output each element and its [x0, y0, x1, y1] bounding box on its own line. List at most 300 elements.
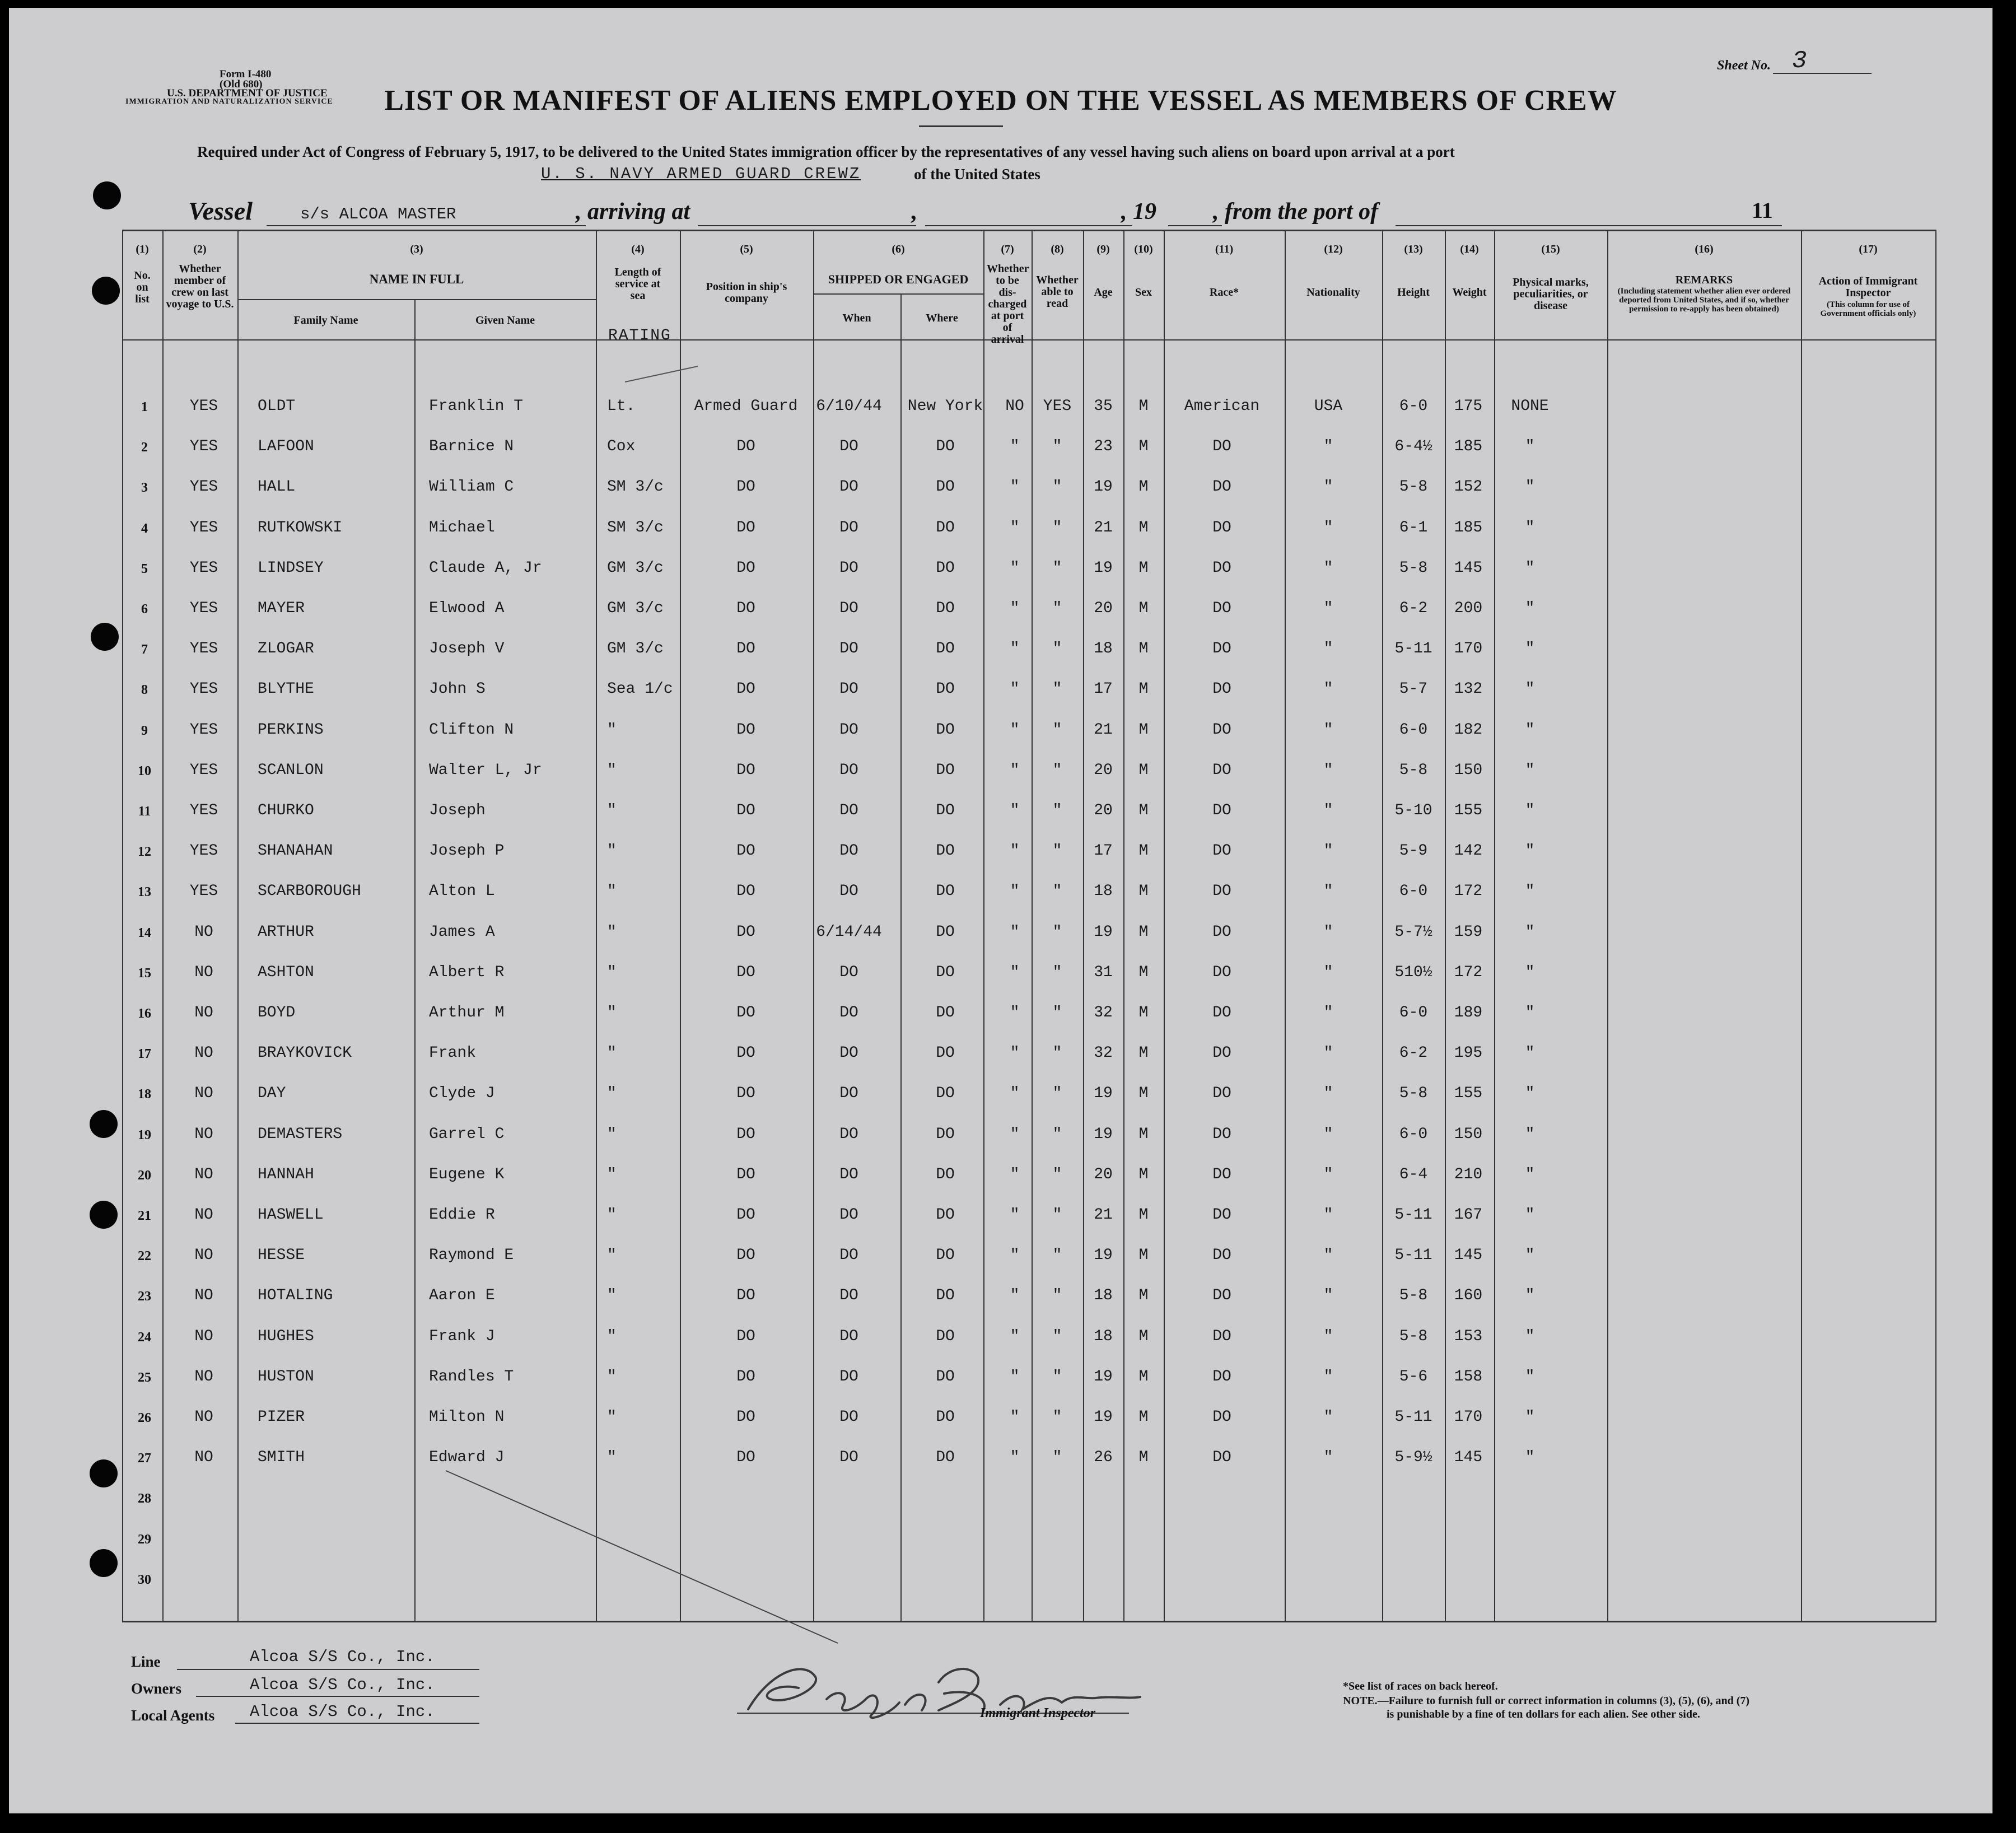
- cell-when: DO: [839, 1165, 858, 1183]
- cell-race: DO: [1212, 640, 1231, 658]
- cell-nat: ": [1323, 1044, 1333, 1062]
- cell-member: YES: [189, 398, 218, 415]
- agents-label: Local Agents: [131, 1707, 215, 1724]
- col-num-2: (2): [193, 243, 207, 255]
- cell-nat: ": [1323, 478, 1333, 496]
- cell-position: DO: [736, 600, 755, 617]
- department: U.S. DEPARTMENT OF JUSTICE: [167, 87, 328, 99]
- cell-where: DO: [936, 519, 955, 537]
- cell-disch: ": [1010, 1247, 1020, 1265]
- row-number: 21: [138, 1209, 151, 1223]
- cell-position: DO: [736, 1125, 755, 1143]
- cell-family: SCARBOROUGH: [258, 883, 361, 901]
- cell-read: ": [1052, 1247, 1062, 1265]
- cell-phys: ": [1525, 1125, 1535, 1143]
- cell-nat: ": [1323, 1287, 1333, 1305]
- cell-member: YES: [189, 559, 218, 577]
- cell-read: ": [1052, 963, 1062, 981]
- cell-when: DO: [839, 559, 858, 577]
- cell-nat: ": [1323, 842, 1333, 860]
- cell-given: Clifton N: [429, 721, 514, 739]
- cell-where: DO: [936, 1165, 955, 1183]
- cell-member: NO: [194, 1247, 213, 1265]
- cell-position: DO: [736, 802, 755, 819]
- crew-note: U. S. NAVY ARMED GUARD CREWZ: [541, 165, 861, 183]
- cell-family: HANNAH: [258, 1165, 314, 1183]
- cell-age: 23: [1094, 438, 1113, 456]
- cell-age: 18: [1094, 1327, 1113, 1345]
- cell-phys: ": [1525, 680, 1535, 698]
- cell-sex: M: [1138, 1408, 1149, 1426]
- cell-rating: Sea 1/c: [607, 680, 673, 698]
- cell-rating: ": [607, 802, 617, 819]
- cell-disch: ": [1010, 478, 1020, 496]
- cell-sex: M: [1138, 1165, 1149, 1183]
- cell-read: ": [1052, 802, 1062, 819]
- cell-disch: ": [1010, 963, 1020, 981]
- cell-phys: ": [1525, 963, 1535, 981]
- cell-height: 5-8: [1399, 1327, 1428, 1345]
- row-number: 4: [141, 521, 148, 536]
- cell-family: HASWELL: [258, 1206, 324, 1224]
- col-num-15: (15): [1541, 243, 1560, 255]
- cell-when: DO: [839, 680, 858, 698]
- cell-sex: M: [1138, 1125, 1149, 1143]
- cell-race: DO: [1212, 600, 1231, 617]
- cell-age: 21: [1094, 519, 1113, 537]
- cell-given: Franklin T: [429, 398, 524, 415]
- cell-where: DO: [936, 963, 955, 981]
- cell-where: DO: [936, 600, 955, 617]
- cell-given: Claude A, Jr: [429, 559, 542, 577]
- cell-given: Milton N: [429, 1408, 505, 1426]
- cell-age: 20: [1094, 600, 1113, 617]
- cell-position: DO: [736, 438, 755, 456]
- cell-when: DO: [839, 761, 858, 779]
- cell-rating: ": [607, 1449, 617, 1467]
- cell-nat: ": [1323, 1368, 1333, 1386]
- cell-weight: 189: [1454, 1004, 1483, 1022]
- cell-sex: M: [1138, 398, 1149, 415]
- cell-race: DO: [1212, 519, 1231, 537]
- cell-disch: ": [1010, 883, 1020, 901]
- cell-disch: ": [1010, 1044, 1020, 1062]
- cell-position: DO: [736, 559, 755, 577]
- cell-given: Garrel C: [429, 1125, 505, 1143]
- col-num-16: (16): [1695, 243, 1714, 255]
- cell-weight: 182: [1454, 721, 1483, 739]
- cell-where: DO: [936, 478, 955, 496]
- col-num-7: (7): [1001, 243, 1014, 255]
- cell-given: Walter L, Jr: [429, 761, 542, 779]
- cell-given: Albert R: [429, 963, 505, 981]
- cell-nat: ": [1323, 1247, 1333, 1265]
- cell-given: Michael: [429, 519, 495, 537]
- cell-age: 19: [1094, 1408, 1113, 1426]
- cell-where: New York: [907, 398, 983, 415]
- cell-sex: M: [1138, 883, 1149, 901]
- header-height: Height: [1397, 286, 1430, 298]
- cell-family: MAYER: [258, 600, 305, 617]
- cell-race: DO: [1212, 963, 1231, 981]
- cell-member: NO: [194, 1085, 213, 1103]
- row-number: 7: [141, 642, 148, 657]
- note-races: *See list of races on back hereof.: [1343, 1680, 1498, 1692]
- cell-nat: ": [1323, 721, 1333, 739]
- cell-family: LAFOON: [258, 438, 314, 456]
- cell-family: SMITH: [258, 1449, 305, 1467]
- header-race: Race*: [1209, 286, 1239, 298]
- col-num-4: (4): [631, 243, 645, 255]
- cell-height: 5-11: [1394, 1247, 1432, 1265]
- cell-age: 18: [1094, 1287, 1113, 1305]
- cell-family: CHURKO: [258, 802, 314, 819]
- cell-member: YES: [189, 519, 218, 537]
- cell-given: Elwood A: [429, 600, 505, 617]
- inspector-label: Immigrant Inspector: [980, 1706, 1096, 1720]
- cell-height: 5-8: [1399, 761, 1428, 779]
- row-number: 29: [138, 1532, 151, 1547]
- cell-where: DO: [936, 1287, 955, 1305]
- cell-where: DO: [936, 559, 955, 577]
- cell-position: DO: [736, 923, 755, 941]
- header-rating: RATING: [608, 327, 671, 344]
- cell-race: DO: [1212, 842, 1231, 860]
- cell-race: DO: [1212, 1368, 1231, 1386]
- cell-read: ": [1052, 640, 1062, 658]
- cell-family: PIZER: [258, 1408, 305, 1426]
- cell-given: James A: [429, 923, 495, 941]
- cell-disch: ": [1010, 1449, 1020, 1467]
- cell-where: DO: [936, 883, 955, 901]
- cell-family: DAY: [258, 1085, 286, 1103]
- cell-family: RUTKOWSKI: [258, 519, 343, 537]
- cell-age: 35: [1094, 398, 1113, 415]
- cell-disch: ": [1010, 1287, 1020, 1305]
- cell-sex: M: [1138, 802, 1149, 819]
- cell-rating: ": [607, 1206, 617, 1224]
- cell-disch: ": [1010, 1408, 1020, 1426]
- cell-weight: 172: [1454, 963, 1483, 981]
- cell-race: DO: [1212, 721, 1231, 739]
- col-num-6: (6): [892, 243, 905, 255]
- cell-position: DO: [736, 761, 755, 779]
- cell-phys: ": [1525, 1085, 1535, 1103]
- cell-nat: ": [1323, 883, 1333, 901]
- cell-race: DO: [1212, 680, 1231, 698]
- cell-read: ": [1052, 600, 1062, 617]
- cell-read: ": [1052, 1125, 1062, 1143]
- cell-member: NO: [194, 1004, 213, 1022]
- cell-position: DO: [736, 1368, 755, 1386]
- cell-read: ": [1052, 721, 1062, 739]
- cell-age: 20: [1094, 802, 1113, 819]
- cell-nat: ": [1323, 1085, 1333, 1103]
- cell-race: DO: [1212, 1449, 1231, 1467]
- cell-member: NO: [194, 1165, 213, 1183]
- sheet-label: Sheet No.: [1717, 58, 1771, 73]
- cell-where: DO: [936, 802, 955, 819]
- cell-height: 6-1: [1399, 519, 1428, 537]
- cell-age: 19: [1094, 478, 1113, 496]
- cell-height: 5-7: [1399, 680, 1428, 698]
- cell-where: DO: [936, 640, 955, 658]
- cell-race: DO: [1212, 478, 1231, 496]
- cell-race: DO: [1212, 883, 1231, 901]
- cell-disch: ": [1010, 640, 1020, 658]
- cell-phys: ": [1525, 1287, 1535, 1305]
- cell-position: DO: [736, 883, 755, 901]
- cell-read: ": [1052, 1408, 1062, 1426]
- cell-family: ASHTON: [258, 963, 314, 981]
- cell-where: DO: [936, 438, 955, 456]
- header-name-in-full: NAME IN FULL: [369, 272, 464, 286]
- col-num-9: (9): [1096, 243, 1110, 255]
- cell-race: DO: [1212, 1408, 1231, 1426]
- cell-member: YES: [189, 883, 218, 901]
- cell-position: DO: [736, 1287, 755, 1305]
- cell-weight: 170: [1454, 1408, 1483, 1426]
- cell-position: DO: [736, 1408, 755, 1426]
- cell-where: DO: [936, 1327, 955, 1345]
- cell-disch: NO: [1005, 398, 1024, 415]
- col-num-13: (13): [1404, 243, 1423, 255]
- cell-race: DO: [1212, 438, 1231, 456]
- cell-when: DO: [839, 1327, 858, 1345]
- cell-weight: 200: [1454, 600, 1483, 617]
- row-number: 30: [138, 1572, 151, 1587]
- cell-when: DO: [839, 1368, 858, 1386]
- owners-value: Alcoa S/S Co., Inc.: [250, 1676, 435, 1694]
- cell-sex: M: [1138, 600, 1149, 617]
- cell-when: 6/10/44: [816, 398, 882, 415]
- cell-nat: ": [1323, 600, 1333, 617]
- note-line1: NOTE.—Failure to furnish full or correct information in columns (3), (5), (6), and (7): [1343, 1695, 1750, 1707]
- cell-height: 6-2: [1399, 1044, 1428, 1062]
- col-num-10: (10): [1134, 243, 1153, 255]
- cell-weight: 142: [1454, 842, 1483, 860]
- cell-height: 5-11: [1394, 1206, 1432, 1224]
- cell-member: NO: [194, 1044, 213, 1062]
- cell-rating: ": [607, 1368, 617, 1386]
- cell-family: HESSE: [258, 1247, 305, 1265]
- cell-member: YES: [189, 761, 218, 779]
- cell-nat: ": [1323, 1125, 1333, 1143]
- cell-sex: M: [1138, 559, 1149, 577]
- cell-height: 5-8: [1399, 1287, 1428, 1305]
- cell-member: NO: [194, 1327, 213, 1345]
- cell-age: 32: [1094, 1044, 1113, 1062]
- cell-nat: ": [1323, 802, 1333, 819]
- cell-read: ": [1052, 1165, 1062, 1183]
- page-title: LIST OR MANIFEST OF ALIENS EMPLOYED ON THE VESSEL AS MEMBERS OF CREW: [384, 85, 1617, 116]
- cell-read: ": [1052, 1085, 1062, 1103]
- cell-where: DO: [936, 1449, 955, 1467]
- cell-read: YES: [1043, 398, 1072, 415]
- cell-member: YES: [189, 438, 218, 456]
- cell-when: DO: [839, 1449, 858, 1467]
- header-shipped: SHIPPED OR ENGAGED: [828, 272, 969, 286]
- row-number: 3: [141, 481, 148, 496]
- cell-weight: 158: [1454, 1368, 1483, 1386]
- cell-given: Frank J: [429, 1327, 495, 1345]
- cell-disch: ": [1010, 923, 1020, 941]
- cell-sex: M: [1138, 478, 1149, 496]
- cell-family: BLYTHE: [258, 680, 314, 698]
- header-action: Action of Immigrant Inspector: [1818, 275, 1918, 299]
- cell-weight: 175: [1454, 398, 1483, 415]
- row-number: 1: [141, 400, 148, 414]
- header-when: When: [842, 312, 871, 324]
- cell-where: DO: [936, 1206, 955, 1224]
- cell-where: DO: [936, 680, 955, 698]
- cell-nat: ": [1323, 761, 1333, 779]
- cell-rating: Lt.: [607, 398, 636, 415]
- cell-height: 5-10: [1394, 802, 1432, 819]
- cell-where: DO: [936, 1368, 955, 1386]
- line-value: Alcoa S/S Co., Inc.: [250, 1648, 435, 1666]
- col-num-12: (12): [1324, 243, 1343, 255]
- cell-phys: ": [1525, 802, 1535, 819]
- row-number: 2: [141, 440, 148, 455]
- cell-family: SHANAHAN: [258, 842, 333, 860]
- row-number: 17: [138, 1047, 151, 1062]
- cell-nat: ": [1323, 1165, 1333, 1183]
- cell-given: Joseph P: [429, 842, 505, 860]
- agents-underline: [235, 1723, 479, 1724]
- cell-sex: M: [1138, 1449, 1149, 1467]
- cell-read: ": [1052, 1327, 1062, 1345]
- cell-member: YES: [189, 640, 218, 658]
- col-num-14: (14): [1460, 243, 1479, 255]
- cell-rating: ": [607, 1004, 617, 1022]
- cell-read: ": [1052, 680, 1062, 698]
- row-number: 18: [138, 1087, 151, 1102]
- cell-weight: 170: [1454, 640, 1483, 658]
- cell-rating: GM 3/c: [607, 640, 664, 658]
- cell-position: DO: [736, 1165, 755, 1183]
- cell-sex: M: [1138, 923, 1149, 941]
- cell-given: Joseph V: [429, 640, 505, 658]
- cell-phys: ": [1525, 1206, 1535, 1224]
- cell-read: ": [1052, 761, 1062, 779]
- cell-rating: ": [607, 1247, 617, 1265]
- cell-age: 19: [1094, 1085, 1113, 1103]
- cell-disch: ": [1010, 1327, 1020, 1345]
- cell-age: 31: [1094, 963, 1113, 981]
- cell-member: NO: [194, 1408, 213, 1426]
- subtitle-line1: Required under Act of Congress of February 5, 1917, to be delivered to the United States immigration officer by the representatives of any vessel having such aliens on board upon arrival at a port: [197, 143, 1455, 160]
- cell-when: DO: [839, 1287, 858, 1305]
- cell-rating: ": [607, 842, 617, 860]
- cell-nat: ": [1323, 923, 1333, 941]
- cell-read: ": [1052, 559, 1062, 577]
- cell-family: HOTALING: [258, 1287, 333, 1305]
- header-family-name: Family Name: [293, 314, 358, 327]
- cell-disch: ": [1010, 1125, 1020, 1143]
- service: IMMIGRATION AND NATURALIZATION SERVICE: [125, 97, 333, 106]
- cell-read: ": [1052, 1044, 1062, 1062]
- cell-position: DO: [736, 478, 755, 496]
- cell-where: DO: [936, 1044, 955, 1062]
- cell-sex: M: [1138, 1327, 1149, 1345]
- row-number: 27: [138, 1451, 151, 1466]
- cell-position: DO: [736, 1449, 755, 1467]
- header-remarks: REMARKS: [1675, 274, 1733, 286]
- cell-disch: ": [1010, 559, 1020, 577]
- cell-member: YES: [189, 680, 218, 698]
- cell-read: ": [1052, 478, 1062, 496]
- cell-rating: GM 3/c: [607, 559, 664, 577]
- row-number: 16: [138, 1006, 151, 1021]
- cell-when: DO: [839, 721, 858, 739]
- header-no-on-list: No. on list: [134, 269, 151, 305]
- cell-weight: 155: [1454, 1085, 1483, 1103]
- cell-weight: 185: [1454, 519, 1483, 537]
- cell-sex: M: [1138, 519, 1149, 537]
- cell-member: YES: [189, 802, 218, 819]
- cell-age: 19: [1094, 1247, 1113, 1265]
- row-number: 8: [141, 683, 148, 698]
- cell-height: 5-8: [1399, 559, 1428, 577]
- cell-family: BOYD: [258, 1004, 296, 1022]
- cell-weight: 150: [1454, 1125, 1483, 1143]
- header-position: Position in ship's company: [706, 281, 787, 305]
- cell-phys: ": [1525, 761, 1535, 779]
- year-label: , 19: [1121, 199, 1156, 225]
- line-underline: [177, 1669, 479, 1670]
- cell-where: DO: [936, 1125, 955, 1143]
- cell-age: 21: [1094, 1206, 1113, 1224]
- cell-where: DO: [936, 1247, 955, 1265]
- cell-phys: ": [1525, 600, 1535, 617]
- row-number: 13: [138, 885, 151, 900]
- cell-phys: ": [1525, 1368, 1535, 1386]
- header-age: Age: [1094, 286, 1113, 298]
- cell-sex: M: [1138, 963, 1149, 981]
- cell-when: DO: [839, 1206, 858, 1224]
- row-number: 14: [138, 925, 151, 940]
- cell-read: ": [1052, 519, 1062, 537]
- cell-position: DO: [736, 1004, 755, 1022]
- cell-when: DO: [839, 842, 858, 860]
- cell-given: Raymond E: [429, 1247, 514, 1265]
- cell-phys: NONE: [1511, 398, 1549, 415]
- cell-age: 20: [1094, 761, 1113, 779]
- cell-given: Barnice N: [429, 438, 514, 456]
- cell-phys: ": [1525, 1247, 1535, 1265]
- cell-where: DO: [936, 1004, 955, 1022]
- cell-sex: M: [1138, 1247, 1149, 1265]
- vessel-label: Vessel: [188, 197, 253, 225]
- cell-where: DO: [936, 923, 955, 941]
- cell-phys: ": [1525, 923, 1535, 941]
- cell-when: DO: [839, 1004, 858, 1022]
- cell-disch: ": [1010, 1085, 1020, 1103]
- cell-when: DO: [839, 438, 858, 456]
- cell-rating: ": [607, 963, 617, 981]
- cell-nat: ": [1323, 519, 1333, 537]
- cell-read: ": [1052, 923, 1062, 941]
- cell-when: DO: [839, 519, 858, 537]
- cell-when: DO: [839, 600, 858, 617]
- cell-nat: ": [1323, 640, 1333, 658]
- cell-height: 5-9: [1399, 842, 1428, 860]
- cell-race: DO: [1212, 1327, 1231, 1345]
- cell-height: 6-0: [1399, 1004, 1428, 1022]
- cell-read: ": [1052, 842, 1062, 860]
- cell-age: 17: [1094, 842, 1113, 860]
